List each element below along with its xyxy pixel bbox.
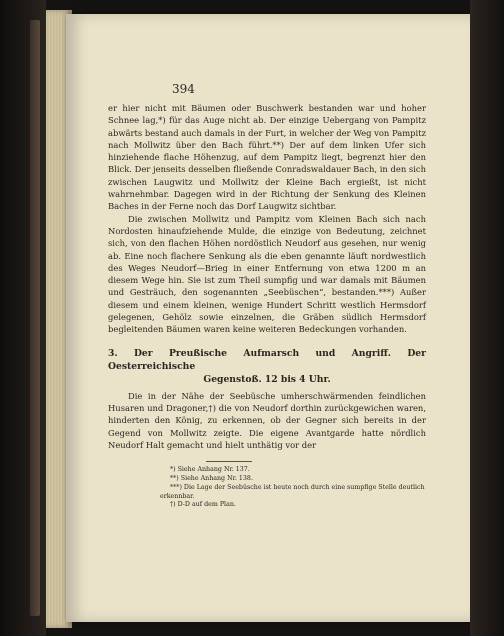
paragraph-1: er hier nicht mit Bäumen oder Buschwerk bestanden war und hoher Schnee lag,*) für das Auge nicht ab. Der einzige Uebergang von Pampitz abwärts bestand auch damals in der Furt, in welcher der Weg von Pampitz nach Mollwitz über den Bach führt.**) Der auf dem linken Ufer sich hinziehende flache Höhenzug, auf dem Pampitz liegt, begrenzt hier den Blick. Der jenseits desselben fließende Conradswaldauer Bach, in den sich zwischen Laugwitz und Mollwitz der Kleine Bach ergießt, ist nicht wahrnehmbar. Dagegen wird in der Richtung der Senkung des Kleinen Baches in der Ferne noch das Dorf Laugwitz sichtbar. (108, 103, 426, 212)
footnote-4: †) D-D auf dem Plan. (170, 501, 236, 509)
page-number: 394 (172, 82, 195, 96)
footnote-3: ***) Die Lage der Seebüsche ist heute noch durch eine sumpfige Stelle deutlich erkennbar. (160, 483, 425, 500)
footnote-2: **) Siehe Anhang Nr. 138. (170, 474, 253, 482)
footnote-divider (206, 461, 252, 462)
background-right (470, 0, 504, 636)
cover-spine-edge (30, 20, 40, 616)
page-content (108, 82, 426, 510)
footnote-1: *) Siehe Anhang Nr. 137. (170, 466, 250, 474)
section-heading-line-2: Gegenstoß. 12 bis 4 Uhr. (203, 373, 331, 385)
paragraph-3: Die in der Nähe der Seebüsche umherschwärmenden feindlichen Husaren und Dragoner,†) die von Neudorf dorthin zurückgewichen waren, hinderten den König, zu erkennen, ob der Gegner sich bereits in der Gegend von Mollwitz zeigte. Die eigene Avantgarde hatte nördlich Neudorf Halt gemacht und hielt unthätig vor der (108, 390, 426, 450)
paragraph-2: Die zwischen Mollwitz und Pampitz vom Kleinen Bach sich nach Nordosten hinaufziehende Mulde, die einzige von Bedeutung, zeichnet sich, von den flachen Höhen nordöstlich Neudorf aus gesehen, nur wenig ab. Eine noch flachere Senkung als die eben genannte läuft nordwestlich des Weges Neudorf—Brieg in einer Entfernung von etwa 1200 m an diesem Wege hin. Sie ist zum Theil sumpfig und war damals mit Bäumen und Gesträuch, den sogenannten „Seebüschen“, bestanden.***) Außer diesem und einem kleinen, wenige Hundert Schritt westlich Hermsdorf gelegenen, Gehölz sowie einzelnen, die Gräben südlich Hermsdorf begleitenden Bäumen waren keine weiteren Bedeckungen vorhanden. (108, 213, 426, 335)
section-heading-line-1: 3. Der Preußische Aufmarsch und Angriff. Der Oesterreichische (108, 347, 426, 372)
section-heading (108, 347, 426, 386)
